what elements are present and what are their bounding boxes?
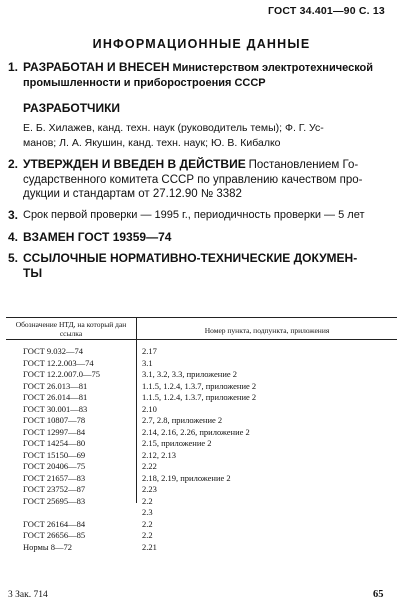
table-cell-clause: 2.2: [142, 495, 153, 506]
table-row: [0, 461, 403, 472]
table-row: [0, 484, 403, 495]
table-cell-clause: 3.1, 3.2, 3.3, приложение 2: [142, 369, 238, 379]
section-heading: ССЫЛОЧНЫЕ НОРМАТИВНО-ТЕХНИЧЕСКИЕ ДОКУМЕН-: [23, 251, 358, 265]
table-cell-clause: 2.22: [142, 461, 157, 471]
table-cell-clause: 3.1: [142, 357, 153, 368]
table-cell-document: ГОСТ 26.013—81: [23, 380, 88, 391]
section-heading: РАЗРАБОТАН И ВНЕСЕН: [23, 60, 170, 74]
table-cell-document: ГОСТ 26164—84: [23, 518, 86, 529]
table-row: [0, 404, 403, 415]
table-cell-document: ГОСТ 26.014—81: [23, 392, 88, 402]
table-cell-clause: 2.23: [142, 484, 157, 494]
table-cell-document: ГОСТ 21657—83: [23, 472, 86, 483]
table-cell-clause: 2.2: [142, 518, 153, 529]
developers-list: [23, 121, 395, 150]
table-cell-clause: 2.15, приложение 2: [142, 438, 212, 448]
section-heading: УТВЕРЖДЕН И ВВЕДЕН В ДЕЙСТВИЕ: [23, 157, 246, 171]
table-cell-clause: 2.10: [142, 403, 157, 414]
table-header-clause: Номер пункта, подпункта, приложения: [204, 326, 330, 335]
developers-heading: РАЗРАБОТЧИКИ: [23, 101, 121, 115]
table-cell-clause: 2.2: [142, 530, 153, 540]
table-cell-document: ГОСТ 12.2.007.0—75: [23, 369, 101, 379]
section-heading: ТЫ: [23, 265, 43, 280]
table-top-rule: [6, 317, 397, 318]
table-cell-document: ГОСТ 10807—78: [23, 415, 86, 425]
section-text: Министерством электротехнической: [172, 62, 374, 74]
table-row: [0, 346, 403, 357]
table-cell-clause: 2.7, 2.8, приложение 2: [142, 415, 223, 425]
section-text: Постановлением Го-: [248, 159, 359, 171]
developers-line: Е. Б. Хилажев, канд. техн. наук (руководитель темы); Ф. Г. Ус-: [23, 122, 324, 134]
page-title: ИНФОРМАЦИОННЫЕ ДАННЫЕ: [92, 37, 311, 51]
table-row: [0, 381, 403, 392]
table-cell-clause: 2.3: [142, 507, 153, 517]
table-row: [0, 496, 403, 507]
section-text: промышленности и приборостроения СССР: [23, 76, 266, 89]
section-number: 4.: [8, 230, 19, 244]
table-row: [0, 438, 403, 449]
table-row: [0, 415, 403, 426]
section-number: 1.: [8, 60, 19, 74]
table-cell-clause: 1.1.5, 1.2.4, 1.3.7, приложение 2: [142, 380, 257, 391]
section-text: Срок первой проверки — 1995 г., периодичность проверки — 5 лет: [23, 209, 365, 221]
table-cell-document: Нормы 8—72: [23, 541, 72, 552]
table-cell-document: ГОСТ 9.032—74: [23, 346, 84, 356]
section-approved: [8, 157, 395, 202]
section-developed-by: [8, 60, 395, 90]
table-cell-document: ГОСТ 26656—85: [23, 530, 86, 540]
table-cell-clause: 2.21: [142, 541, 157, 552]
table-cell-clause: 2.14, 2.16, 2.26, приложение 2: [142, 426, 250, 437]
table-cell-document: ГОСТ 12997—84: [23, 426, 86, 437]
section-number: 3.: [8, 208, 19, 222]
table-cell-document: ГОСТ 12.2.003—74: [23, 357, 94, 368]
table-cell-clause: 1.1.5, 1.2.4, 1.3.7, приложение 2: [142, 392, 257, 402]
page-header: ГОСТ 34.401—90 С. 13: [268, 5, 385, 17]
table-row: [0, 473, 403, 484]
section-review: [8, 208, 395, 223]
developers-line: манов; Л. А. Якушин, канд. техн. наук; Ю. В. Кибалко: [23, 136, 281, 149]
table-cell-document: ГОСТ 14254—80: [23, 438, 86, 448]
table-header-rule: [6, 339, 397, 340]
section-references: [8, 251, 395, 280]
table-cell-clause: 2.12, 2.13: [142, 449, 176, 460]
table-row: [0, 530, 403, 541]
table-row: [0, 519, 403, 530]
table-cell-clause: 2.17: [142, 346, 157, 356]
section-number: 2.: [8, 157, 19, 171]
table-row: [0, 358, 403, 369]
section-number: 5.: [8, 251, 19, 265]
table-cell-document: ГОСТ 23752—87: [23, 484, 86, 494]
page-number: 65: [373, 589, 384, 600]
print-order-note: 3 Зак. 714: [8, 590, 48, 600]
table-cell-document: ГОСТ 15150—69: [23, 449, 86, 460]
table-header-document: Обозначение НТД, на который дан ссылка: [15, 320, 127, 338]
table-row: [0, 542, 403, 553]
table-cell-document: ГОСТ 30.001—83: [23, 403, 88, 414]
table-cell-clause: 2.18, 2.19, приложение 2: [142, 472, 231, 483]
section-replaces: [8, 230, 395, 246]
table-row: [0, 369, 403, 380]
table-cell-document: ГОСТ 20406—75: [23, 461, 86, 471]
table-cell-document: ГОСТ 25695—83: [23, 495, 86, 506]
table-row: [0, 392, 403, 403]
section-heading: ВЗАМЕН ГОСТ 19359—74: [23, 230, 172, 244]
section-text: дукции и стандартам от 27.12.90 № 3382: [23, 188, 242, 200]
table-row: [0, 427, 403, 438]
table-row: [0, 450, 403, 461]
table-row: [0, 507, 403, 518]
section-text: сударственного комитета СССР по управлению качеством про-: [23, 173, 363, 186]
